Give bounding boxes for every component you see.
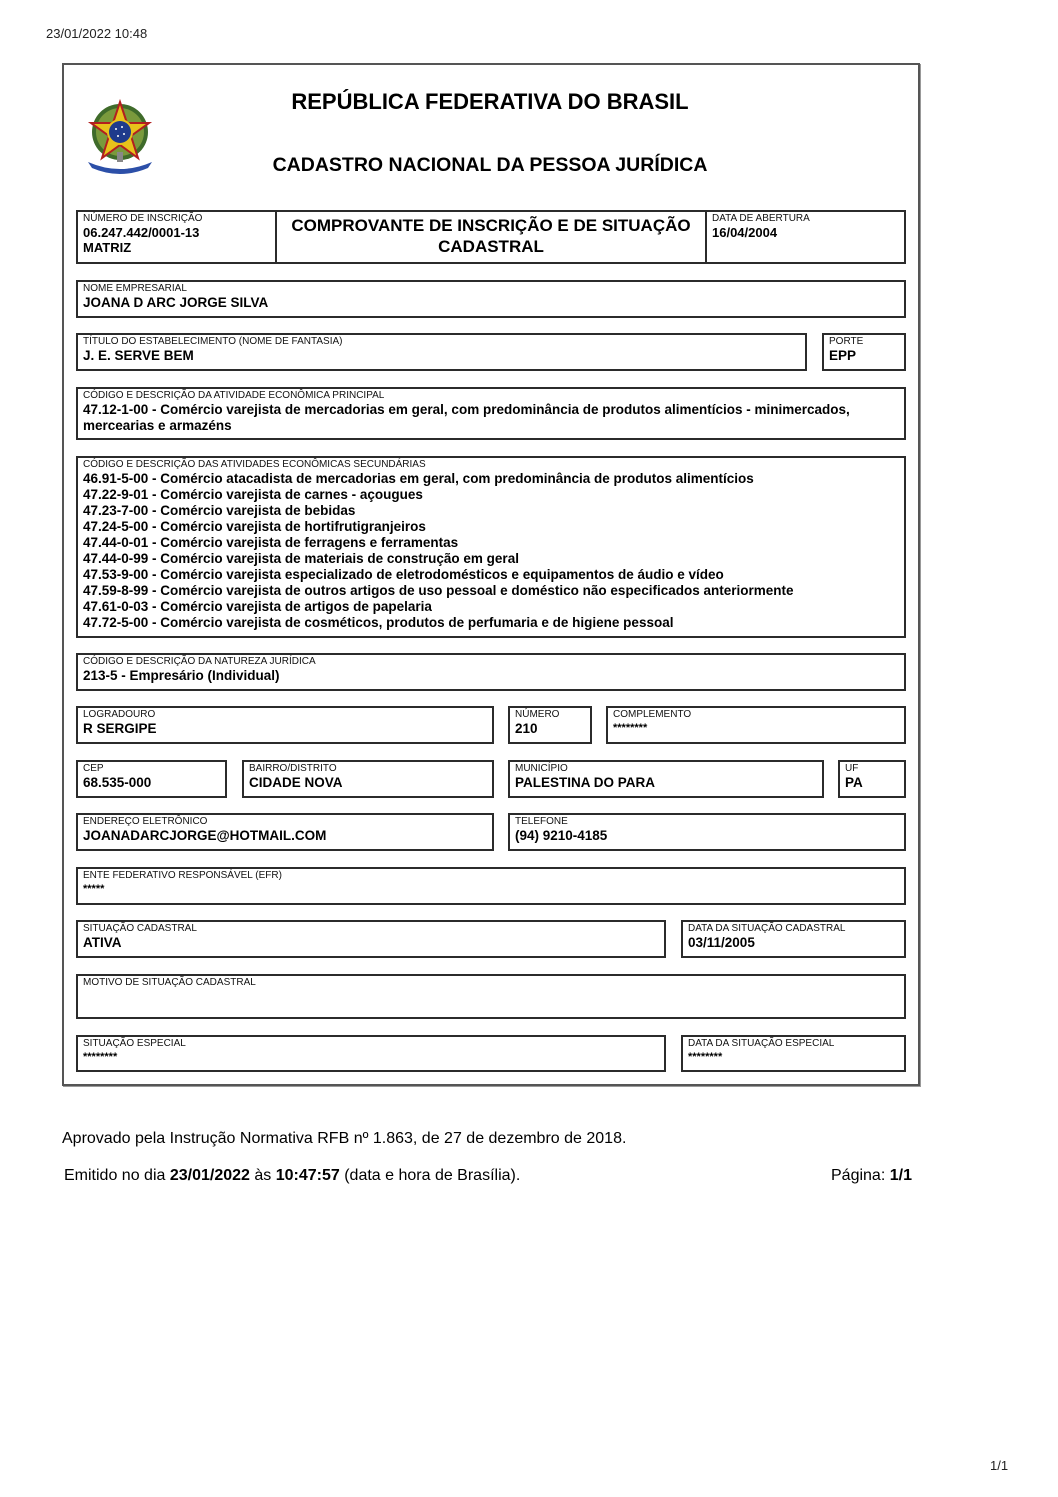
porte-label: PORTE xyxy=(829,336,864,347)
motivo-situacao-field xyxy=(76,974,906,1019)
approval-note: Aprovado pela Instrução Normativa RFB nº 1.863, de 27 de dezembro de 2018. xyxy=(62,1130,627,1147)
bairro-value: CIDADE NOVA xyxy=(249,775,343,790)
list-item: 47.22-9-01 - Comércio varejista de carnes - açougues xyxy=(83,487,423,502)
porte-field xyxy=(822,333,906,371)
situacao-cadastral-label: SITUAÇÃO CADASTRAL xyxy=(83,923,197,934)
comprovante-heading xyxy=(275,210,707,264)
telefone-label: TELEFONE xyxy=(515,816,568,827)
logradouro-label: LOGRADOURO xyxy=(83,709,156,720)
uf-field xyxy=(838,760,906,798)
situacao-cadastral-field xyxy=(76,920,666,958)
list-item: 47.59-8-99 - Comércio varejista de outros artigos de uso pessoal e doméstico não especificados anteriormente xyxy=(83,583,794,598)
numero-field xyxy=(508,706,592,744)
emission-time: 10:47:57 xyxy=(275,1167,340,1184)
numero-label: NÚMERO xyxy=(515,709,560,720)
emission-date: 23/01/2022 xyxy=(169,1167,250,1184)
logradouro-value: R SERGIPE xyxy=(83,721,157,736)
numero-value: 210 xyxy=(515,721,538,736)
telefone-field xyxy=(508,813,906,851)
email-field xyxy=(76,813,494,851)
bairro-field xyxy=(242,760,494,798)
situacao-cadastral-value: ATIVA xyxy=(83,935,122,950)
print-datetime: 23/01/2022 10:48 xyxy=(46,26,148,41)
emission-info xyxy=(64,1167,520,1185)
data-situacao-cadastral-field xyxy=(681,920,906,958)
atividade-principal-label: CÓDIGO E DESCRIÇÃO DA ATIVIDADE ECONÔMICA PRINCIPAL xyxy=(83,390,385,401)
atividade-principal-value: 47.12-1-00 - Comércio varejista de mercadorias em geral, com predominância de produtos alimentícios - minimercados, mercearias e armazéns xyxy=(83,402,850,433)
list-item: 47.23-7-00 - Comércio varejista de bebidas xyxy=(83,503,356,518)
motivo-situacao-label: MOTIVO DE SITUAÇÃO CADASTRAL xyxy=(83,977,256,988)
list-item: 47.61-0-03 - Comércio varejista de artigos de papelaria xyxy=(83,599,432,614)
emission-prefix: Emitido no dia xyxy=(64,1167,170,1184)
municipio-label: MUNICÍPIO xyxy=(515,763,568,774)
cep-label: CEP xyxy=(83,763,104,774)
situacao-especial-value: ******** xyxy=(83,1051,118,1063)
tipo-estabelecimento: MATRIZ xyxy=(83,240,132,255)
municipio-field xyxy=(508,760,824,798)
logradouro-field xyxy=(76,706,494,744)
nome-fantasia-field xyxy=(76,333,807,371)
emission-mid: às xyxy=(249,1167,276,1184)
numero-inscricao-value: 06.247.442/0001-13 xyxy=(83,225,200,240)
comprovante-line1: COMPROVANTE DE INSCRIÇÃO E DE SITUAÇÃO xyxy=(291,216,691,235)
atividades-secundarias-field xyxy=(76,456,906,638)
natureza-juridica-value: 213-5 - Empresário (Individual) xyxy=(83,668,280,683)
complemento-label: COMPLEMENTO xyxy=(613,709,692,720)
efr-field xyxy=(76,867,906,905)
municipio-value: PALESTINA DO PARA xyxy=(515,775,656,790)
list-item: 47.24-5-00 - Comércio varejista de hortifrutigranjeiros xyxy=(83,519,426,534)
nome-empresarial-label: NOME EMPRESARIAL xyxy=(83,283,187,294)
situacao-especial-field xyxy=(76,1035,666,1072)
porte-value: EPP xyxy=(829,348,857,363)
cep-field xyxy=(76,760,227,798)
numero-inscricao-label: NÚMERO DE INSCRIÇÃO xyxy=(83,213,203,224)
list-item: 47.44-0-01 - Comércio varejista de ferragens e ferramentas xyxy=(83,535,459,550)
comprovante-line2: CADASTRAL xyxy=(438,237,544,256)
list-item: 46.91-5-00 - Comércio atacadista de mercadorias em geral, com predominância de produtos alimentícios xyxy=(83,471,754,486)
data-abertura-label: DATA DE ABERTURA xyxy=(712,213,810,224)
data-situacao-especial-label: DATA DA SITUAÇÃO ESPECIAL xyxy=(688,1038,835,1049)
nome-empresarial-field xyxy=(76,280,906,318)
email-value: JOANADARCJORGE@HOTMAIL.COM xyxy=(83,828,327,843)
numero-inscricao-field xyxy=(76,210,277,264)
situacao-especial-label: SITUAÇÃO ESPECIAL xyxy=(83,1038,186,1049)
page-title: REPÚBLICA FEDERATIVA DO BRASIL xyxy=(291,89,689,114)
cep-value: 68.535-000 xyxy=(83,775,152,790)
print-page-number: 1/1 xyxy=(990,1458,1009,1473)
data-abertura-field xyxy=(705,210,906,264)
list-item: 47.44-0-99 - Comércio varejista de materiais de construção em geral xyxy=(83,551,519,566)
uf-label: UF xyxy=(845,763,859,774)
nome-fantasia-label: TÍTULO DO ESTABELECIMENTO (NOME DE FANTASIA) xyxy=(83,336,343,347)
efr-value: ***** xyxy=(83,883,105,895)
page-number xyxy=(831,1167,912,1185)
page-value: 1/1 xyxy=(889,1167,912,1184)
complemento-value: ******** xyxy=(613,722,648,734)
nome-empresarial-value: JOANA D ARC JORGE SILVA xyxy=(83,295,269,310)
nome-fantasia-value: J. E. SERVE BEM xyxy=(83,348,194,363)
data-situacao-especial-value: ******** xyxy=(688,1051,723,1063)
uf-value: PA xyxy=(845,775,863,790)
page-subtitle: CADASTRO NACIONAL DA PESSOA JURÍDICA xyxy=(272,154,708,176)
atividades-secundarias-label: CÓDIGO E DESCRIÇÃO DAS ATIVIDADES ECONÔMICAS SECUNDÁRIAS xyxy=(83,459,426,470)
email-label: ENDEREÇO ELETRÔNICO xyxy=(83,816,208,827)
page-label: Página: xyxy=(831,1167,890,1184)
emission-suffix: (data e hora de Brasília). xyxy=(339,1167,521,1184)
telefone-value: (94) 9210-4185 xyxy=(515,828,608,843)
data-abertura-value: 16/04/2004 xyxy=(712,225,778,240)
atividade-principal-field xyxy=(76,387,906,440)
list-item: 47.72-5-00 - Comércio varejista de cosméticos, produtos de perfumaria e de higiene pessoal xyxy=(83,615,674,630)
natureza-juridica-field xyxy=(76,653,906,691)
efr-label: ENTE FEDERATIVO RESPONSÁVEL (EFR) xyxy=(83,870,282,881)
bairro-label: BAIRRO/DISTRITO xyxy=(249,763,337,774)
data-situacao-cadastral-value: 03/11/2005 xyxy=(688,935,755,950)
complemento-field xyxy=(606,706,906,744)
natureza-juridica-label: CÓDIGO E DESCRIÇÃO DA NATUREZA JURÍDICA xyxy=(83,656,316,667)
data-situacao-especial-field xyxy=(681,1035,906,1072)
data-situacao-cadastral-label: DATA DA SITUAÇÃO CADASTRAL xyxy=(688,923,846,934)
list-item: 47.53-9-00 - Comércio varejista especializado de eletrodomésticos e equipamentos de áudio e vídeo xyxy=(83,567,724,582)
